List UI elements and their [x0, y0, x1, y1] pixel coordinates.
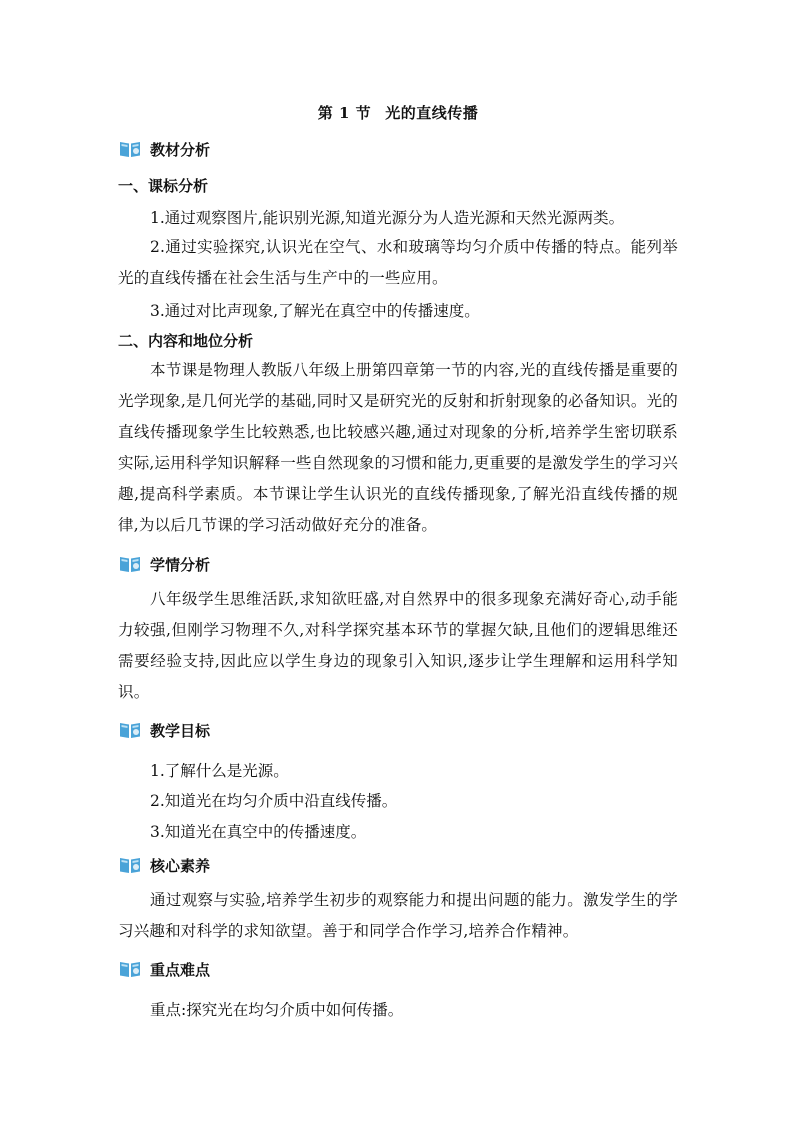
title-text: 光的直线传播 [385, 104, 479, 122]
section-label: 教学目标 [150, 721, 211, 740]
book-icon [118, 554, 142, 574]
book-icon [118, 139, 142, 159]
content-paragraph: 本节课是物理人教版八年级上册第四章第一节的内容,光的直线传播是重要的光学现象,是几何光学的基础,同时又是研究光的反射和折射现象的必备知识。光的直线传播现象学生比较熟悉,也比较感兴趣,通过对现象的分析,培养学生密切联系实际,运用科学知识解释一些自然现象的习惯和能力,更重要的是激发学生的学习兴趣,提高科学素质。本节课让学生认识光的直线传播现象,了解光沿直线传播的规律,为以后几节课的学习活动做好充分的准备。 [118, 361, 678, 534]
section-label: 教材分析 [150, 140, 211, 159]
section-students [118, 552, 210, 576]
section-goals [118, 718, 210, 742]
content-heading: 二、内容和地位分析 [118, 332, 254, 350]
section-literacy [118, 853, 210, 877]
goal-item-3: 3.知道光在真空中的传播速度。 [150, 823, 367, 841]
section-label: 重点难点 [150, 960, 211, 979]
key-text: :探究光在均匀介质中如何传播。 [181, 1001, 404, 1019]
curriculum-item-1: 1.通过观察图片,能识别光源,知道光源分为人造光源和天然光源两类。 [150, 209, 625, 227]
curriculum-item-2: 2.通过实验探究,认识光在空气、水和玻璃等均匀介质中传播的特点。能列举光的直线传播在社会生活与生产中的一些应用。 [118, 238, 678, 287]
key-label: 重点 [150, 1001, 182, 1019]
goal-item-2: 2.知道光在均匀介质中沿直线传播。 [150, 792, 398, 810]
book-icon [118, 720, 142, 740]
section-keypoints [118, 957, 210, 981]
curriculum-heading: 一、课标分析 [118, 177, 209, 195]
book-icon [118, 959, 142, 979]
curriculum-item-3: 3.通过对比声现象,了解光在真空中的传播速度。 [150, 302, 480, 320]
section-label: 核心素养 [150, 856, 211, 875]
book-icon [118, 855, 142, 875]
page-title [118, 102, 678, 123]
literacy-paragraph: 通过观察与实验,培养学生初步的观察能力和提出问题的能力。激发学生的学习兴趣和对科学的求知欲望。善于和同学合作学习,培养合作精神。 [118, 891, 678, 940]
students-paragraph: 八年级学生思维活跃,求知欲旺盛,对自然界中的很多现象充满好奇心,动手能力较强,但刚学习物理不久,对科学探究基本环节的掌握欠缺,且他们的逻辑思维还需要经验支持,因此应以学生身边的现象引入知识,逐步让学生理解和运用科学知识。 [118, 590, 678, 701]
title-section-number: 第 1 节 [317, 104, 372, 122]
goal-item-1: 1.了解什么是光源。 [150, 762, 289, 780]
keypoint-line [150, 998, 403, 1020]
section-label: 学情分析 [150, 555, 211, 574]
section-analysis [118, 137, 210, 161]
